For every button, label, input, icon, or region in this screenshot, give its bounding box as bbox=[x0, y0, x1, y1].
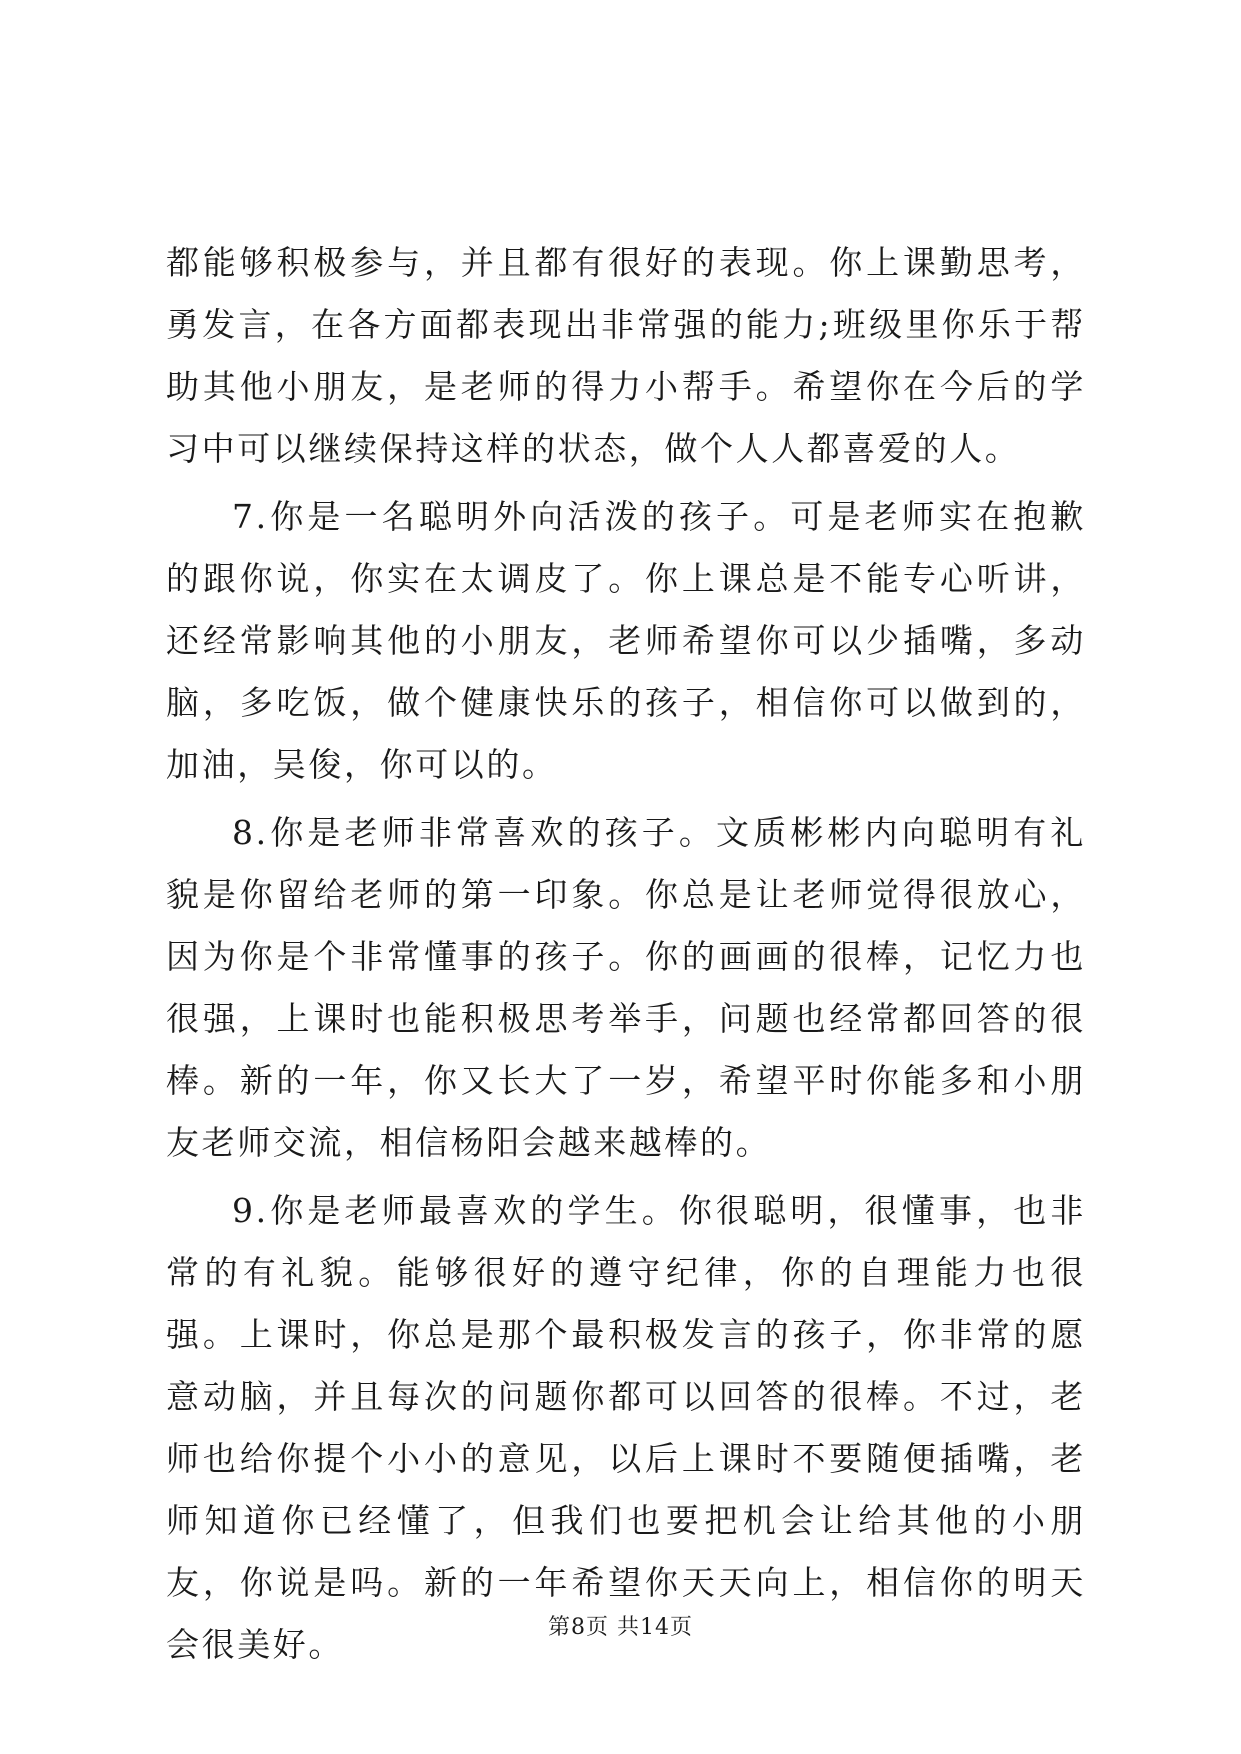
paragraph-item-9: 9.你是老师最喜欢的学生。你很聪明，很懂事，也非常的有礼貌。能够很好的遵守纪律，你的自理能力也很强。上课时，你总是那个最积极发言的孩子，你非常的愿意动脑，并且每次的问题你都可以回答的很棒。不过，老师也给你提个小小的意见，以后上课时不要随便插嘴，老师知道你已经懂了，但我们也要把机会让给其他的小朋友，你说是吗。新的一年希望你天天向上，相信你的明天会很美好。 bbox=[166, 1191, 1086, 1664]
paragraph-item-8: 8.你是老师非常喜欢的孩子。文质彬彬内向聪明有礼貌是你留给老师的第一印象。你总是让老师觉得很放心，因为你是个非常懂事的孩子。你的画画的很棒，记忆力也很强，上课时也能积极思考举手，问题也经常都回答的很棒。新的一年，你又长大了一岁，希望平时你能多和小朋友老师交流，相信杨阳会越来越棒的。 bbox=[166, 813, 1086, 1162]
page-footer: 第8页 共14页 bbox=[548, 1615, 693, 1640]
document-body bbox=[166, 232, 1086, 1676]
paragraph-continuation: 都能够积极参与，并且都有很好的表现。你上课勤思考，勇发言，在各方面都表现出非常强的能力;班级里你乐于帮助其他小朋友，是老师的得力小帮手。希望你在今后的学习中可以继续保持这样的状态，做个人人都喜爱的人。 bbox=[166, 243, 1086, 468]
paragraph-item-7: 7.你是一名聪明外向活泼的孩子。可是老师实在抱歉的跟你说，你实在太调皮了。你上课总是不能专心听讲，还经常影响其他的小朋友，老师希望你可以少插嘴，多动脑，多吃饭，做个健康快乐的孩子，相信你可以做到的，加油，吴俊，你可以的。 bbox=[166, 497, 1086, 784]
